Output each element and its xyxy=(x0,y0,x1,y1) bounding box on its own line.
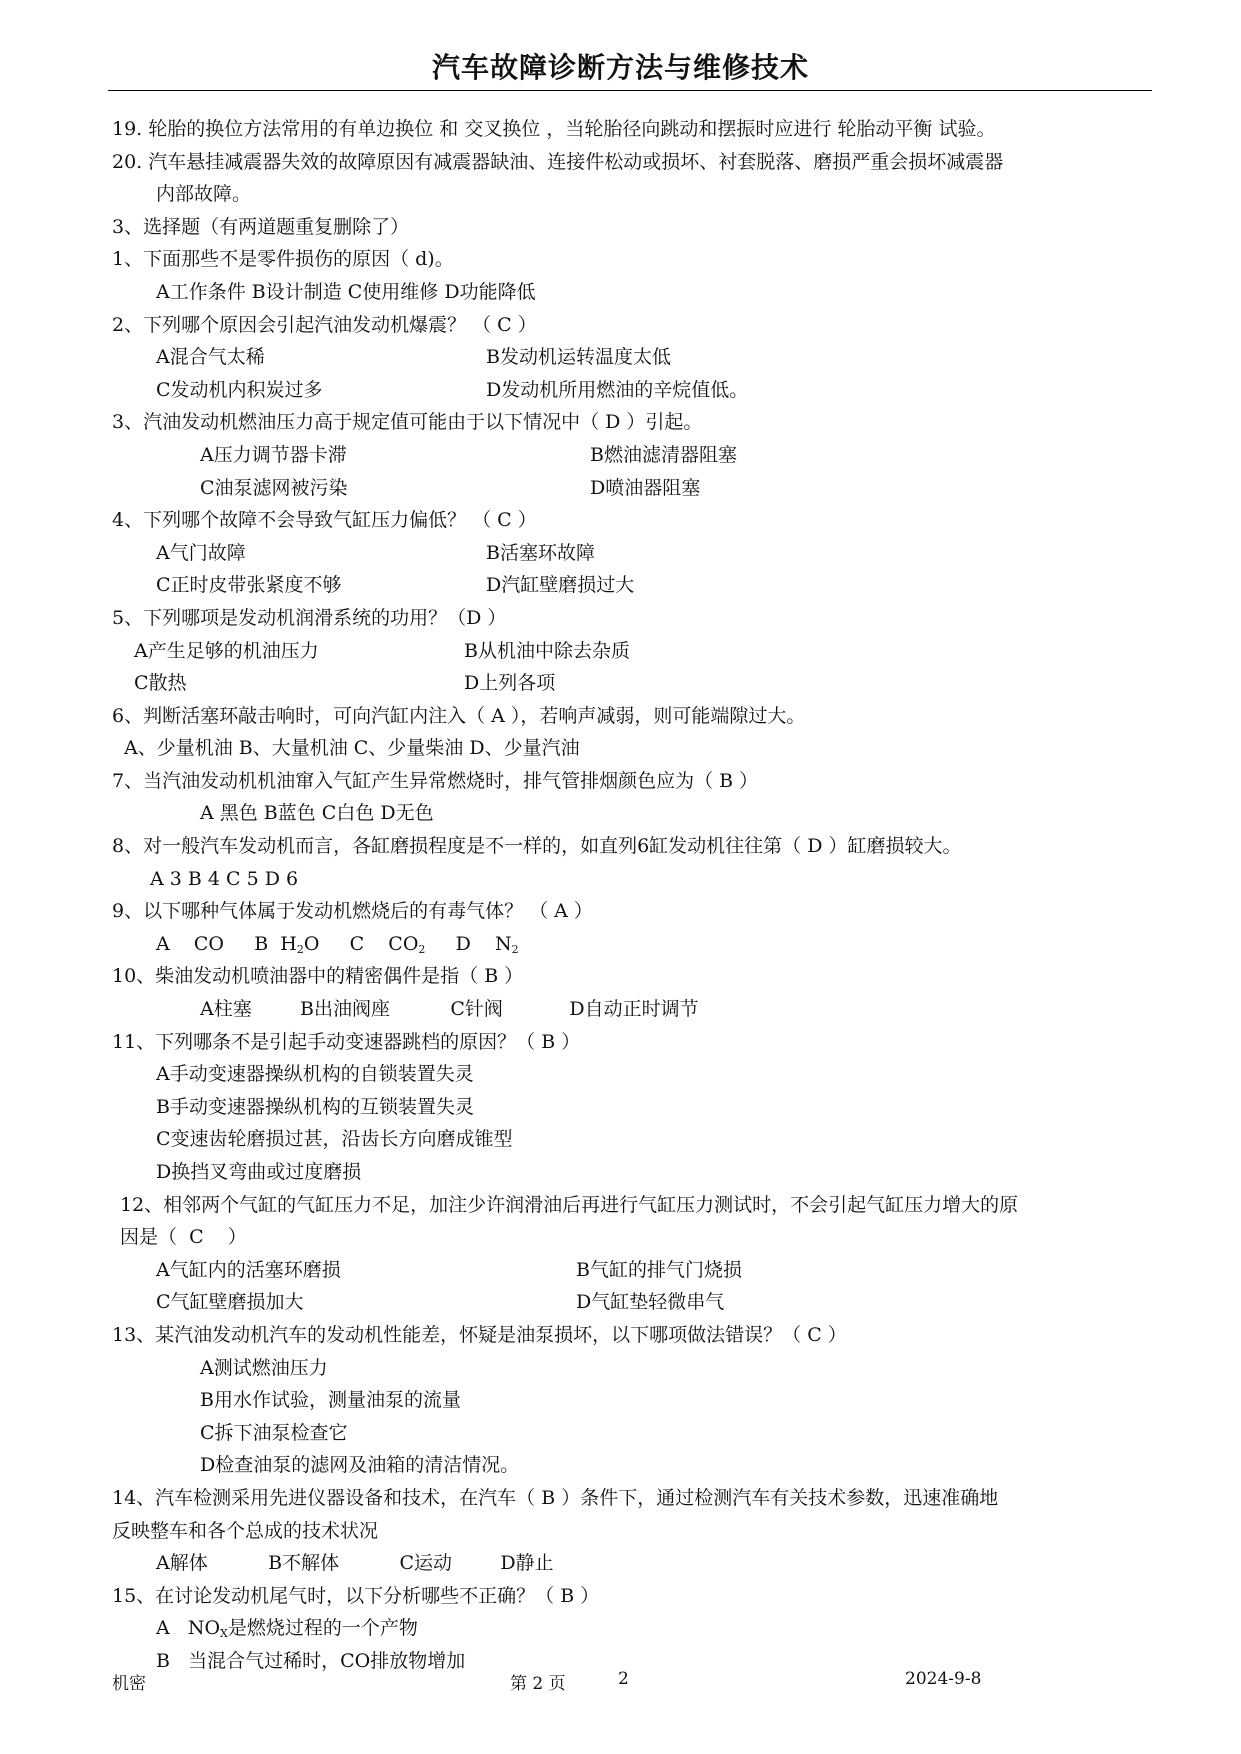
option: B气缸的排气门烧损 xyxy=(576,1258,742,1281)
options-line xyxy=(112,341,1152,374)
option: A气缸内的活塞环磨损 xyxy=(156,1258,341,1281)
options-line xyxy=(112,374,1152,407)
text-line: 19. 轮胎的换位方法常用的有单边换位 和 交叉换位 ，当轮胎径向跳动和摆振时应进行 轮胎动平衡 试验。 xyxy=(112,118,996,140)
option: D喷油器阻塞 xyxy=(590,476,701,499)
question-6: 6、判断活塞环敲击响时，可向汽缸内注入（ A ），若响声减弱，则可能端隙过大。 xyxy=(112,704,806,727)
options-line: A解体 B不解体 C运动 D静止 xyxy=(156,1552,554,1575)
option: B发动机运转温度太低 xyxy=(486,346,671,369)
options-line: A柱塞 B出油阀座 C针阀 D自动正时调节 xyxy=(200,998,699,1021)
options-line xyxy=(112,1286,1152,1319)
question-12: 12、相邻两个气缸的气缸压力不足，加注少许润滑油后再进行气缸压力测试时，不会引起气缸压力增大的原 xyxy=(120,1193,1019,1216)
option: C油泵滤网被污染 xyxy=(200,476,348,499)
subscript: 2 xyxy=(296,942,304,956)
options-line xyxy=(112,1254,1152,1287)
option-a-b: A CO B H xyxy=(156,932,297,955)
subscript: 2 xyxy=(511,942,519,956)
subscript: X xyxy=(220,1627,228,1641)
option-c: C CO xyxy=(319,932,419,955)
document-title: 汽车故障诊断方法与维修技术 xyxy=(431,51,809,84)
question-7: 7、当汽油发动机机油窜入气缸产生异常燃烧时，排气管排烟颜色应为（ B ） xyxy=(112,769,759,792)
option: C正时皮带张紧度不够 xyxy=(156,574,342,597)
options-line xyxy=(112,635,1152,668)
option: B燃油滤清器阻塞 xyxy=(590,443,737,466)
question-14: 14、汽车检测采用先进仪器设备和技术，在汽车（ B ）条件下，通过检测汽车有关技术参数，迅速准确地 xyxy=(112,1486,999,1509)
options-line xyxy=(112,928,1152,961)
option: A手动变速器操纵机构的自锁装置失灵 xyxy=(156,1063,474,1086)
option: B 当混合气过稀时，CO排放物增加 xyxy=(156,1649,466,1672)
option: B用水作试验，测量油泵的流量 xyxy=(200,1389,461,1412)
subscript: 2 xyxy=(418,942,426,956)
question-5: 5、下列哪项是发动机润滑系统的功用？（D ） xyxy=(112,606,507,629)
options-line xyxy=(112,472,1152,505)
option-b-tail: O xyxy=(303,932,320,955)
option: B活塞环故障 xyxy=(486,541,595,564)
question-3: 3、汽油发动机燃油压力高于规定值可能由于以下情况中（ D ）引起。 xyxy=(112,411,703,434)
text-line: 因是（ C ） xyxy=(120,1226,247,1249)
option-a-text: 是燃烧过程的一个产物 xyxy=(227,1617,418,1640)
section-heading: 3、选择题（有两道题重复删除了） xyxy=(112,215,410,238)
text-line: 20. 汽车悬挂减震器失效的故障原因有减震器缺油、连接件松动或损坏、衬套脱落、磨损严重会损坏减震器 xyxy=(112,150,1004,173)
options-line xyxy=(112,439,1152,472)
question-1: 1、下面那些不是零件损伤的原因（ d)。 xyxy=(112,248,454,271)
footer-page-number: 2 xyxy=(618,1669,629,1689)
text-line: 内部故障。 xyxy=(156,183,252,206)
options-line: A 3 B 4 C 5 D 6 xyxy=(150,867,299,890)
option: A压力调节器卡滞 xyxy=(200,443,347,466)
option: D发动机所用燃油的辛烷值低。 xyxy=(486,378,749,401)
document-body xyxy=(112,113,1152,1678)
option: D汽缸壁磨损过大 xyxy=(486,574,635,597)
option: D换挡叉弯曲或过度磨损 xyxy=(156,1161,362,1183)
option: D上列各项 xyxy=(464,672,556,695)
options-line: A工作条件 B设计制造 C使用维修 D功能降低 xyxy=(156,280,536,303)
question-2: 2、下列哪个原因会引起汽油发动机爆震？ （ C ） xyxy=(112,313,537,336)
question-11: 11、下列哪条不是引起手动变速器跳档的原因？（ B ） xyxy=(112,1030,581,1053)
options-line: A、少量机油 B、大量机油 C、少量柴油 D、少量汽油 xyxy=(124,737,580,760)
question-13: 13、某汽油发动机汽车的发动机性能差，怀疑是油泵损坏，以下哪项做法错误？（ C ） xyxy=(112,1323,847,1346)
options-line xyxy=(112,537,1152,570)
option: A混合气太稀 xyxy=(156,346,265,369)
question-15: 15、在讨论发动机尾气时，以下分析哪些不正确？（ B ） xyxy=(112,1584,600,1607)
question-8: 8、对一般汽车发动机而言，各缸磨损程度是不一样的，如直列6缸发动机往往第（ D ）缸磨损较大。 xyxy=(112,835,962,858)
option-d: D N xyxy=(425,932,512,955)
option: D检查油泵的滤网及油箱的清洁情况。 xyxy=(200,1454,520,1477)
question-9: 9、以下哪种气体属于发动机燃烧后的有毒气体？ （ A ） xyxy=(112,900,593,923)
footer-confidential: 机密 xyxy=(112,1674,146,1694)
text-line: 反映整车和各个总成的技术状况 xyxy=(112,1519,379,1542)
option: A产生足够的机油压力 xyxy=(134,639,319,662)
footer-date: 2024-9-8 xyxy=(905,1669,982,1689)
option: D气缸垫轻微串气 xyxy=(576,1291,725,1314)
option: C气缸壁磨损加大 xyxy=(156,1291,304,1314)
option: A测试燃油压力 xyxy=(200,1356,328,1379)
question-4: 4、下列哪个故障不会导致气缸压力偏低？ （ C ） xyxy=(112,509,537,532)
option: B从机油中除去杂质 xyxy=(464,639,630,662)
option: C发动机内积炭过多 xyxy=(156,378,323,401)
options-line xyxy=(112,667,1152,700)
question-10: 10、柴油发动机喷油器中的精密偶件是指（ B ） xyxy=(112,965,524,988)
option: C拆下油泵检查它 xyxy=(200,1421,348,1444)
option: A气门故障 xyxy=(156,541,246,564)
option-a-prefix: A NO xyxy=(156,1617,221,1640)
option: C变速齿轮磨损过甚，沿齿长方向磨成锥型 xyxy=(156,1128,513,1151)
options-line xyxy=(112,569,1152,602)
option xyxy=(112,1612,1152,1645)
options-line: A 黑色 B蓝色 C白色 D无色 xyxy=(200,802,434,825)
header-rule xyxy=(108,90,1152,91)
footer-page: 第 2 页 xyxy=(510,1674,566,1694)
option: B手动变速器操纵机构的互锁装置失灵 xyxy=(156,1095,474,1118)
option: C散热 xyxy=(134,672,187,695)
